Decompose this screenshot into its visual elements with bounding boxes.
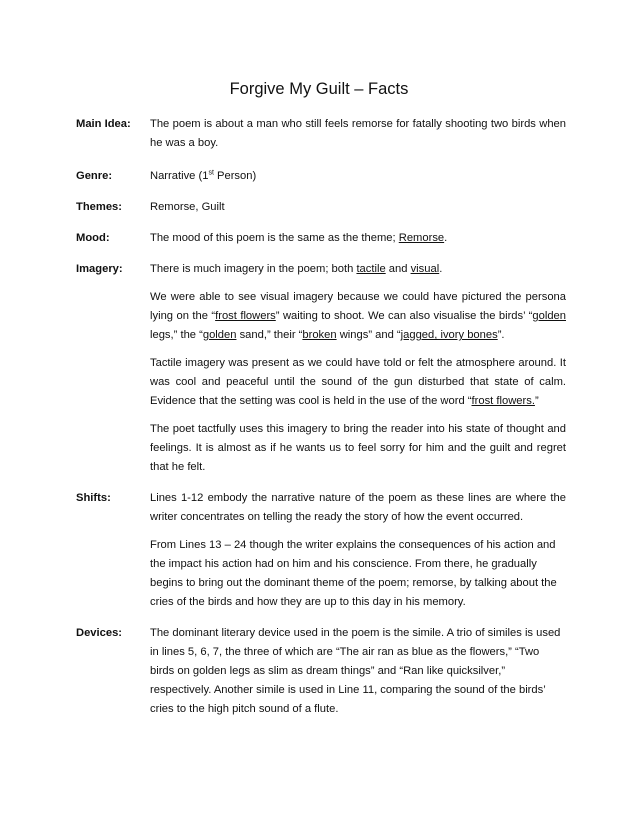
imagery-jagged-ivory-bones-underlined: jagged, ivory bones xyxy=(400,329,498,341)
main-idea-text: The poem is about a man who still feels remorse for fatally shooting two birds when he was a boy. xyxy=(150,118,566,149)
genre-label: Genre: xyxy=(76,170,113,182)
mood-text xyxy=(150,229,566,248)
imagery-p3-frost-flowers-underlined: frost flowers. xyxy=(471,395,535,407)
imagery-label: Imagery: xyxy=(76,263,123,275)
shifts-body xyxy=(150,489,566,612)
devices-paragraph-1: The dominant literary device used in the poem is the simile. A trio of similes is used in lines 5, 6, 7, the three of which are “The air ran as blue as the flowers,” “Two birds on golden legs as slim as dream things” and “Ran like quicksilver,” respectively. Another simile is used in Line 11, comparing the sound of the birds’ cries to the high pitch sound of a flute. xyxy=(150,627,561,715)
mood-label: Mood: xyxy=(76,232,110,244)
mood-remorse-underlined: Remorse xyxy=(398,232,445,244)
imagery-paragraph-2 xyxy=(150,288,566,345)
imagery-p2-b: ” waiting to shoot. We can also visualise the birds’ “ xyxy=(275,310,533,322)
imagery-visual-underlined: visual xyxy=(410,263,440,275)
section-imagery xyxy=(76,260,566,477)
imagery-p2-c: legs,” the “ xyxy=(150,329,203,341)
imagery-paragraph-1 xyxy=(150,260,566,279)
shifts-label: Shifts: xyxy=(76,492,111,504)
genre-superscript: st xyxy=(208,169,214,177)
main-idea-label: Main Idea: xyxy=(76,118,131,130)
imagery-paragraph-3 xyxy=(150,354,566,411)
imagery-p2-e: wings” and “ xyxy=(336,329,401,341)
section-genre xyxy=(76,167,566,186)
imagery-golden-legs-underlined: golden xyxy=(532,310,566,322)
imagery-p1-pre: There is much imagery in the poem; both xyxy=(150,263,357,275)
section-devices xyxy=(76,624,566,719)
genre-text-post: Person) xyxy=(213,170,257,182)
imagery-p2-d: sand,” their “ xyxy=(236,329,303,341)
imagery-broken-underlined: broken xyxy=(302,329,337,341)
themes-label: Themes: xyxy=(76,201,123,213)
imagery-p1-post: . xyxy=(439,263,443,275)
imagery-body xyxy=(150,260,566,477)
section-main-idea xyxy=(76,115,566,153)
section-mood xyxy=(76,229,566,248)
section-themes xyxy=(76,198,566,217)
page-title: Forgive My Guilt – Facts xyxy=(229,80,409,98)
imagery-tactile-underlined: tactile xyxy=(356,263,386,275)
mood-text-pre: The mood of this poem is the same as the theme; xyxy=(150,232,399,244)
genre-body xyxy=(150,167,566,186)
devices-body xyxy=(150,624,566,719)
shifts-paragraph-1: Lines 1-12 embody the narrative nature of the poem as these lines are where the writer concentrates on telling the ready the story of how the event occurred. xyxy=(150,492,566,523)
imagery-p2-f: ”. xyxy=(497,329,505,341)
imagery-golden-sand-underlined: golden xyxy=(202,329,237,341)
imagery-frost-flowers-underlined: frost flowers xyxy=(215,310,276,322)
themes-text: Remorse, Guilt xyxy=(150,201,225,213)
themes-body xyxy=(150,198,566,217)
imagery-paragraph-4: The poet tactfully uses this imagery to bring the reader into his state of thought and feelings. It is almost as if he wants us to feel sorry for him and the guilt and regret that he felt. xyxy=(150,423,566,473)
imagery-p2-a: We were able to see visual imagery because we could have pictured the persona lying on the “ xyxy=(150,291,566,322)
shifts-paragraph-2: From Lines 13 – 24 though the writer explains the consequences of his action and the impact his action had on him and his conscience. From there, he gradually begins to bring out the dominant theme of the poem; remorse, by talking about the cries of the birds and how they are up to this day in his memory. xyxy=(150,539,557,608)
devices-label: Devices: xyxy=(76,627,123,639)
genre-text-pre: Narrative (1 xyxy=(150,170,209,182)
mood-text-post: . xyxy=(444,232,448,244)
main-idea-body xyxy=(150,115,566,153)
imagery-p1-and: and xyxy=(385,263,411,275)
section-shifts xyxy=(76,489,566,612)
facts-content xyxy=(76,115,566,719)
imagery-p3-b: ” xyxy=(534,395,539,407)
imagery-p3-a: Tactile imagery was present as we could have told or felt the atmosphere around. It was cool and peaceful until the sound of the gun disturbed that state of calm. Evidence that the setting was cool is held in the use of the word “ xyxy=(150,357,566,407)
genre-text xyxy=(150,167,566,186)
mood-body xyxy=(150,229,566,248)
